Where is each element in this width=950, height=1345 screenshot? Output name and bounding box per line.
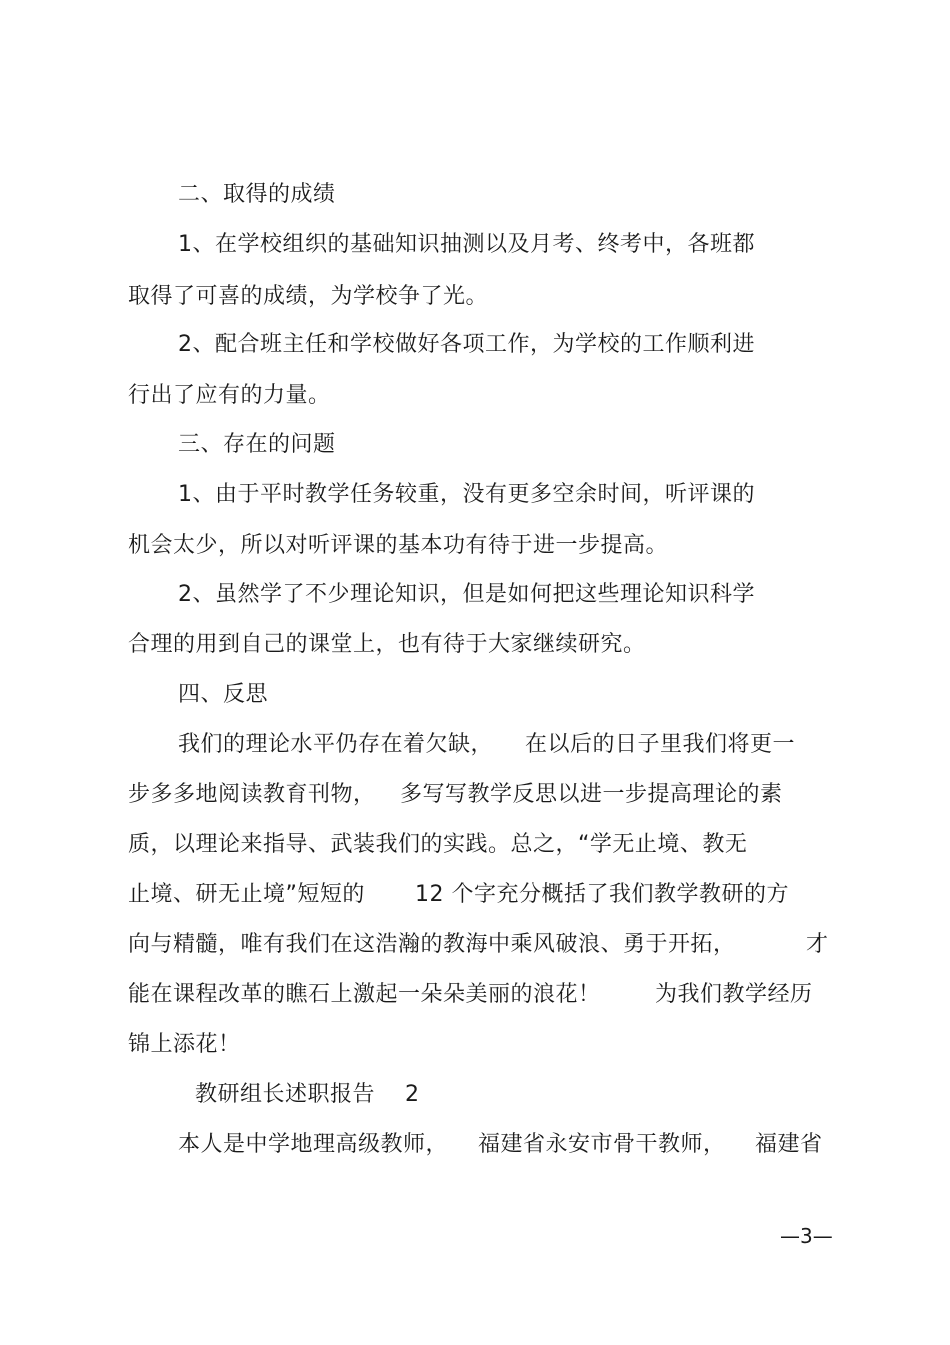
section-heading: 四、反思: [178, 682, 269, 707]
text-line: 止境、研无止境”短短的: [128, 882, 365, 907]
text-line: 福建省永安市骨干教师，: [478, 1132, 726, 1157]
section-heading: 二、取得的成绩: [178, 182, 336, 207]
text-line: 行出了应有的力量。: [128, 383, 331, 408]
text-line: 机会太少，所以对听评课的基本功有待于进一步提高。: [128, 533, 669, 558]
text-line: 质，以理论来指导、武装我们的实践。总之，“学无止境、教无: [128, 832, 748, 857]
text-line: 12 个字充分概括了我们教学教研的方: [415, 882, 789, 907]
text-line: 才: [806, 932, 829, 957]
text-line: 锦上添花！: [128, 1032, 241, 1057]
text-line: 合理的用到自己的课堂上，也有待于大家继续研究。: [128, 632, 646, 657]
text-line: 为我们教学经历: [655, 982, 813, 1007]
text-line: 能在课程改革的瞧石上激起一朵朵美丽的浪花！: [128, 982, 601, 1007]
text-line: 2、虽然学了不少理论知识，但是如何把这些理论知识科学: [178, 582, 755, 607]
text-line: 福建省: [755, 1132, 823, 1157]
section-heading: 三、存在的问题: [178, 432, 336, 457]
text-line: 1、由于平时教学任务较重，没有更多空余时间，听评课的: [178, 482, 755, 507]
report-title: 教研组长述职报告 2: [195, 1082, 420, 1107]
text-line: 在以后的日子里我们将更一: [525, 732, 796, 757]
text-line: 2、配合班主任和学校做好各项工作，为学校的工作顺利进: [178, 332, 755, 357]
text-line: 向与精髓，唯有我们在这浩瀚的教海中乘风破浪、勇于开拓，: [128, 932, 736, 957]
text-line: 多写写教学反思以进一步提高理论的素: [400, 782, 783, 807]
text-line: 1、在学校组织的基础知识抽测以及月考、终考中，各班都: [178, 232, 755, 257]
text-line: 我们的理论水平仍存在着欠缺，: [178, 732, 494, 757]
text-line: 步多多地阅读教育刊物，: [128, 782, 376, 807]
text-line: 本人是中学地理高级教师，: [178, 1132, 449, 1157]
page-number: —3—: [780, 1224, 833, 1248]
text-line: 取得了可喜的成绩，为学校争了光。: [128, 284, 489, 309]
